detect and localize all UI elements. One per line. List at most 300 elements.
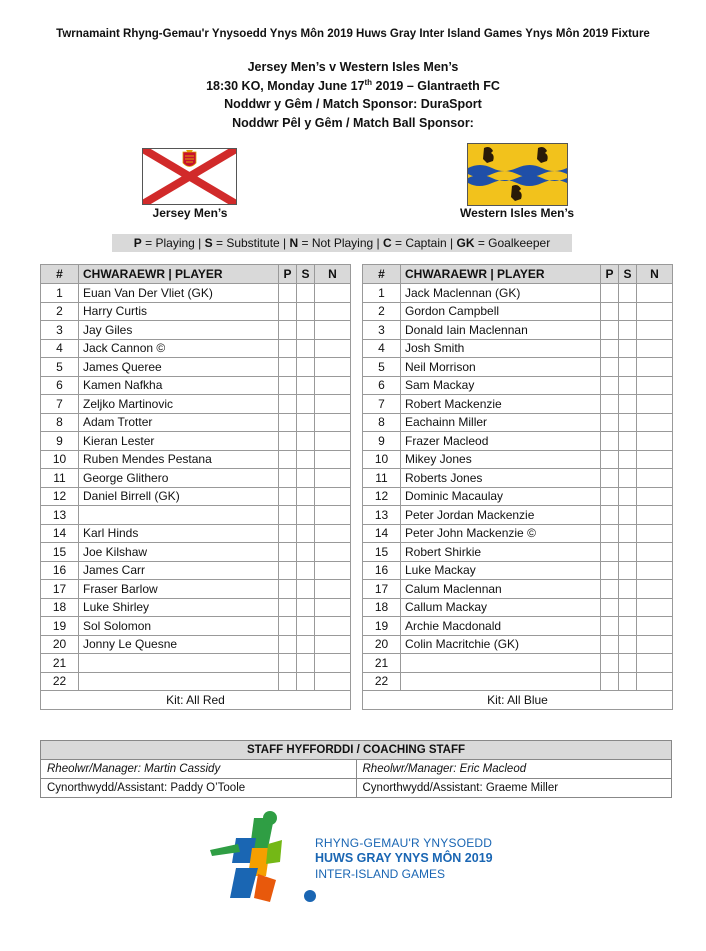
away-player-row: [363, 580, 673, 599]
p-status-cell: [601, 543, 619, 562]
s-status-cell: [297, 339, 315, 358]
player-name: [79, 654, 279, 673]
n-status-cell: [315, 358, 351, 377]
player-number: 4: [41, 339, 79, 358]
s-status-cell: [297, 432, 315, 451]
s-status-cell: [297, 469, 315, 488]
player-name: [79, 506, 279, 525]
n-status-cell: [315, 395, 351, 414]
s-status-cell: [297, 413, 315, 432]
player-name: George Glithero: [79, 469, 279, 488]
s-header: S: [619, 265, 637, 284]
s-status-cell: [619, 358, 637, 377]
away-player-row: [363, 284, 673, 303]
player-number: 16: [41, 561, 79, 580]
player-number: 14: [363, 524, 401, 543]
s-status-cell: [297, 302, 315, 321]
s-status-cell: [297, 598, 315, 617]
away-manager: Rheolwr/Manager: Eric Macleod: [356, 760, 672, 779]
n-status-cell: [315, 450, 351, 469]
p-status-cell: [601, 487, 619, 506]
p-status-cell: [601, 635, 619, 654]
p-status-cell: [601, 358, 619, 377]
s-status-cell: [619, 617, 637, 636]
player-name: Jonny Le Quesne: [79, 635, 279, 654]
s-status-cell: [297, 506, 315, 525]
n-status-cell: [637, 358, 673, 377]
legend-not-playing-key: N: [289, 236, 299, 250]
player-name: Kieran Lester: [79, 432, 279, 451]
kickoff-venue: 2019 – Glantraeth FC: [372, 79, 500, 94]
p-status-cell: [279, 487, 297, 506]
player-number: 22: [363, 672, 401, 691]
p-status-cell: [279, 672, 297, 691]
home-kit: Kit: All Red: [41, 691, 351, 710]
legend-captain-key: C: [382, 236, 392, 250]
away-roster-header: [363, 265, 673, 284]
p-status-cell: [601, 469, 619, 488]
player-number: 13: [41, 506, 79, 525]
s-status-cell: [619, 487, 637, 506]
p-status-cell: [279, 339, 297, 358]
player-number: 20: [363, 635, 401, 654]
away-player-row: [363, 376, 673, 395]
jersey-flag-icon: [142, 148, 237, 205]
player-name: Ruben Mendes Pestana: [79, 450, 279, 469]
logo-text-line1: RHYNG-GEMAU'R YNYSOEDD: [315, 836, 493, 850]
player-name: Karl Hinds: [79, 524, 279, 543]
player-number: 11: [41, 469, 79, 488]
player-name: Peter John Mackenzie ©: [401, 524, 601, 543]
p-status-cell: [601, 339, 619, 358]
document-title: Twrnamaint Rhyng-Gemau'r Ynysoedd Ynys Môn 2019 Huws Gray Inter Island Games Ynys Môn 2019 Fixture: [56, 28, 650, 40]
player-header: CHWARAEWR | PLAYER: [79, 265, 279, 284]
n-status-cell: [637, 561, 673, 580]
away-roster-body: [363, 284, 673, 691]
p-status-cell: [601, 654, 619, 673]
p-status-cell: [601, 413, 619, 432]
player-number: 10: [41, 450, 79, 469]
player-number: 6: [363, 376, 401, 395]
match-sponsor: Noddwr y Gêm / Match Sponsor: DuraSport: [224, 97, 482, 111]
s-status-cell: [619, 598, 637, 617]
n-status-cell: [637, 506, 673, 525]
player-number: 12: [363, 487, 401, 506]
p-status-cell: [601, 302, 619, 321]
s-status-cell: [619, 524, 637, 543]
p-status-cell: [279, 617, 297, 636]
coaching-staff-header: STAFF HYFFORDDI / COACHING STAFF: [41, 741, 672, 760]
n-status-cell: [637, 450, 673, 469]
s-status-cell: [297, 487, 315, 506]
player-number: 9: [363, 432, 401, 451]
n-status-cell: [315, 321, 351, 340]
away-player-row: [363, 395, 673, 414]
away-player-row: [363, 654, 673, 673]
p-status-cell: [279, 598, 297, 617]
n-status-cell: [637, 469, 673, 488]
player-name: Roberts Jones: [401, 469, 601, 488]
s-status-cell: [297, 284, 315, 303]
player-number: 4: [363, 339, 401, 358]
home-player-row: [41, 302, 351, 321]
s-status-cell: [619, 469, 637, 488]
n-status-cell: [637, 635, 673, 654]
player-number: 15: [41, 543, 79, 562]
home-player-row: [41, 598, 351, 617]
home-player-row: [41, 339, 351, 358]
s-status-cell: [297, 617, 315, 636]
player-header: CHWARAEWR | PLAYER: [401, 265, 601, 284]
player-name: Colin Macritchie (GK): [401, 635, 601, 654]
away-roster-table: [362, 264, 673, 710]
p-status-cell: [601, 672, 619, 691]
match-ball-sponsor: Noddwr Pêl y Gêm / Match Ball Sponsor:: [232, 116, 474, 130]
s-status-cell: [619, 376, 637, 395]
n-status-cell: [315, 339, 351, 358]
n-status-cell: [315, 543, 351, 562]
away-player-row: [363, 432, 673, 451]
home-player-row: [41, 284, 351, 303]
logo-text-line3: INTER-ISLAND GAMES: [315, 867, 446, 881]
logo-text-line2: HUWS GRAY YNYS MÔN 2019: [315, 851, 493, 865]
player-number: 2: [41, 302, 79, 321]
home-player-row: [41, 617, 351, 636]
n-status-cell: [315, 635, 351, 654]
player-number: 5: [41, 358, 79, 377]
player-number: 6: [41, 376, 79, 395]
n-status-cell: [637, 432, 673, 451]
n-status-cell: [637, 376, 673, 395]
player-number: 7: [363, 395, 401, 414]
p-status-cell: [279, 524, 297, 543]
player-number: 10: [363, 450, 401, 469]
n-status-cell: [315, 654, 351, 673]
n-status-cell: [637, 487, 673, 506]
s-status-cell: [619, 339, 637, 358]
player-name: Jack Cannon ©: [79, 339, 279, 358]
kickoff-line: [0, 78, 706, 93]
player-name: Zeljko Martinovic: [79, 395, 279, 414]
p-status-cell: [279, 432, 297, 451]
n-header: N: [315, 265, 351, 284]
n-status-cell: [315, 506, 351, 525]
away-player-row: [363, 413, 673, 432]
p-status-cell: [601, 580, 619, 599]
away-player-row: [363, 469, 673, 488]
p-status-cell: [601, 506, 619, 525]
legend-playing-key: P: [133, 236, 142, 250]
p-status-cell: [279, 635, 297, 654]
home-manager: Rheolwr/Manager: Martin Cassidy: [41, 760, 357, 779]
n-status-cell: [315, 413, 351, 432]
player-name: Sam Mackay: [401, 376, 601, 395]
player-name: Peter Jordan Mackenzie: [401, 506, 601, 525]
s-status-cell: [619, 580, 637, 599]
home-player-row: [41, 469, 351, 488]
status-legend: [112, 234, 572, 252]
s-status-cell: [619, 450, 637, 469]
home-kit-row: [41, 691, 351, 710]
p-status-cell: [279, 580, 297, 599]
away-player-row: [363, 672, 673, 691]
home-player-row: [41, 561, 351, 580]
p-status-cell: [279, 654, 297, 673]
s-status-cell: [297, 376, 315, 395]
player-name: Fraser Barlow: [79, 580, 279, 599]
s-status-cell: [619, 302, 637, 321]
player-number: 21: [363, 654, 401, 673]
player-name: Callum Mackay: [401, 598, 601, 617]
player-name: James Queree: [79, 358, 279, 377]
player-name: Adam Trotter: [79, 413, 279, 432]
s-status-cell: [619, 284, 637, 303]
player-name: Harry Curtis: [79, 302, 279, 321]
s-status-cell: [619, 321, 637, 340]
player-name: Daniel Birrell (GK): [79, 487, 279, 506]
away-kit: Kit: All Blue: [363, 691, 673, 710]
coaching-staff-table: [40, 740, 672, 798]
n-status-cell: [637, 302, 673, 321]
n-status-cell: [637, 617, 673, 636]
s-status-cell: [619, 432, 637, 451]
num-header: #: [41, 265, 79, 284]
legend-not-playing-text: = Not Playing |: [298, 236, 383, 250]
away-team-label: Western Isles Men’s: [459, 206, 575, 220]
p-header: P: [601, 265, 619, 284]
away-assistant: Cynorthwydd/Assistant: Graeme Miller: [356, 779, 672, 798]
n-status-cell: [637, 524, 673, 543]
s-status-cell: [619, 395, 637, 414]
player-name: James Carr: [79, 561, 279, 580]
n-status-cell: [315, 376, 351, 395]
s-status-cell: [297, 580, 315, 599]
s-status-cell: [297, 450, 315, 469]
s-status-cell: [297, 543, 315, 562]
home-player-row: [41, 580, 351, 599]
n-status-cell: [315, 580, 351, 599]
p-status-cell: [601, 524, 619, 543]
s-status-cell: [297, 561, 315, 580]
away-player-row: [363, 487, 673, 506]
home-player-row: [41, 376, 351, 395]
p-status-cell: [279, 450, 297, 469]
match-title: Jersey Men’s v Western Isles Men’s: [247, 60, 459, 74]
home-player-row: [41, 395, 351, 414]
home-assistant: Cynorthwydd/Assistant: Paddy O’Toole: [41, 779, 357, 798]
away-player-row: [363, 506, 673, 525]
s-status-cell: [619, 672, 637, 691]
away-kit-row: [363, 691, 673, 710]
player-name: Sol Solomon: [79, 617, 279, 636]
away-player-row: [363, 358, 673, 377]
n-status-cell: [315, 598, 351, 617]
player-name: Josh Smith: [401, 339, 601, 358]
s-status-cell: [619, 561, 637, 580]
legend-playing-text: = Playing |: [141, 236, 205, 250]
player-number: 21: [41, 654, 79, 673]
player-name: Jay Giles: [79, 321, 279, 340]
player-name: Calum Maclennan: [401, 580, 601, 599]
island-games-logo-icon: [206, 808, 316, 918]
n-status-cell: [637, 598, 673, 617]
home-player-row: [41, 654, 351, 673]
player-number: 19: [41, 617, 79, 636]
p-status-cell: [601, 284, 619, 303]
legend-goalkeeper-key: GK: [456, 236, 475, 250]
away-player-row: [363, 302, 673, 321]
p-status-cell: [601, 561, 619, 580]
player-number: 20: [41, 635, 79, 654]
p-status-cell: [601, 432, 619, 451]
legend-substitute-key: S: [204, 236, 213, 250]
home-player-row: [41, 506, 351, 525]
player-number: 19: [363, 617, 401, 636]
p-status-cell: [601, 617, 619, 636]
home-player-row: [41, 358, 351, 377]
away-player-row: [363, 617, 673, 636]
away-player-row: [363, 635, 673, 654]
home-roster-table: [40, 264, 351, 710]
home-player-row: [41, 487, 351, 506]
n-status-cell: [637, 321, 673, 340]
n-status-cell: [315, 302, 351, 321]
home-player-row: [41, 432, 351, 451]
p-status-cell: [279, 469, 297, 488]
p-status-cell: [279, 358, 297, 377]
p-status-cell: [601, 376, 619, 395]
player-number: 22: [41, 672, 79, 691]
player-number: 1: [363, 284, 401, 303]
player-number: 3: [41, 321, 79, 340]
s-status-cell: [297, 524, 315, 543]
home-player-row: [41, 321, 351, 340]
n-header: N: [637, 265, 673, 284]
legend-captain-text: = Captain |: [391, 236, 457, 250]
player-name: Luke Shirley: [79, 598, 279, 617]
n-status-cell: [315, 432, 351, 451]
n-status-cell: [315, 617, 351, 636]
legend-substitute-text: = Substitute |: [212, 236, 290, 250]
p-status-cell: [279, 321, 297, 340]
home-player-row: [41, 450, 351, 469]
n-status-cell: [637, 413, 673, 432]
player-number: 2: [363, 302, 401, 321]
player-number: 15: [363, 543, 401, 562]
n-status-cell: [637, 284, 673, 303]
n-status-cell: [637, 654, 673, 673]
s-status-cell: [619, 413, 637, 432]
n-status-cell: [315, 672, 351, 691]
player-number: 17: [41, 580, 79, 599]
p-status-cell: [601, 598, 619, 617]
n-status-cell: [637, 543, 673, 562]
s-status-cell: [619, 543, 637, 562]
num-header: #: [363, 265, 401, 284]
p-status-cell: [279, 395, 297, 414]
player-number: 1: [41, 284, 79, 303]
n-status-cell: [315, 469, 351, 488]
p-status-cell: [279, 376, 297, 395]
n-status-cell: [637, 580, 673, 599]
n-status-cell: [315, 487, 351, 506]
player-name: Robert Shirkie: [401, 543, 601, 562]
player-number: 13: [363, 506, 401, 525]
player-name: Kamen Nafkha: [79, 376, 279, 395]
p-status-cell: [279, 506, 297, 525]
player-number: 8: [41, 413, 79, 432]
player-number: 14: [41, 524, 79, 543]
player-number: 11: [363, 469, 401, 488]
home-roster-body: [41, 284, 351, 691]
s-status-cell: [619, 654, 637, 673]
player-name: Eachainn Miller: [401, 413, 601, 432]
home-player-row: [41, 543, 351, 562]
s-status-cell: [297, 395, 315, 414]
player-number: 5: [363, 358, 401, 377]
p-status-cell: [279, 543, 297, 562]
home-player-row: [41, 635, 351, 654]
p-status-cell: [601, 395, 619, 414]
away-player-row: [363, 598, 673, 617]
p-status-cell: [279, 284, 297, 303]
player-number: 18: [363, 598, 401, 617]
player-name: Gordon Campbell: [401, 302, 601, 321]
player-number: 16: [363, 561, 401, 580]
s-status-cell: [297, 654, 315, 673]
home-player-row: [41, 524, 351, 543]
player-name: [79, 672, 279, 691]
player-name: [401, 672, 601, 691]
s-status-cell: [297, 358, 315, 377]
player-number: 3: [363, 321, 401, 340]
player-name: Luke Mackay: [401, 561, 601, 580]
kickoff-ordinal: th: [364, 78, 373, 87]
s-status-cell: [619, 635, 637, 654]
player-name: Neil Morrison: [401, 358, 601, 377]
player-name: Mikey Jones: [401, 450, 601, 469]
player-name: Frazer Macleod: [401, 432, 601, 451]
player-number: 12: [41, 487, 79, 506]
n-status-cell: [637, 339, 673, 358]
p-status-cell: [279, 302, 297, 321]
player-name: Euan Van Der Vliet (GK): [79, 284, 279, 303]
n-status-cell: [637, 395, 673, 414]
player-name: Dominic Macaulay: [401, 487, 601, 506]
player-name: Robert Mackenzie: [401, 395, 601, 414]
n-status-cell: [315, 524, 351, 543]
p-header: P: [279, 265, 297, 284]
legend-goalkeeper-text: = Goalkeeper: [474, 236, 551, 250]
player-number: 17: [363, 580, 401, 599]
home-player-row: [41, 413, 351, 432]
home-player-row: [41, 672, 351, 691]
p-status-cell: [279, 413, 297, 432]
player-name: Donald Iain Maclennan: [401, 321, 601, 340]
home-team-label: Jersey Men’s: [152, 206, 228, 220]
n-status-cell: [315, 284, 351, 303]
p-status-cell: [601, 450, 619, 469]
p-status-cell: [279, 561, 297, 580]
away-player-row: [363, 339, 673, 358]
s-status-cell: [297, 672, 315, 691]
s-status-cell: [619, 506, 637, 525]
away-player-row: [363, 450, 673, 469]
n-status-cell: [637, 672, 673, 691]
home-roster-header: [41, 265, 351, 284]
away-player-row: [363, 561, 673, 580]
s-header: S: [297, 265, 315, 284]
